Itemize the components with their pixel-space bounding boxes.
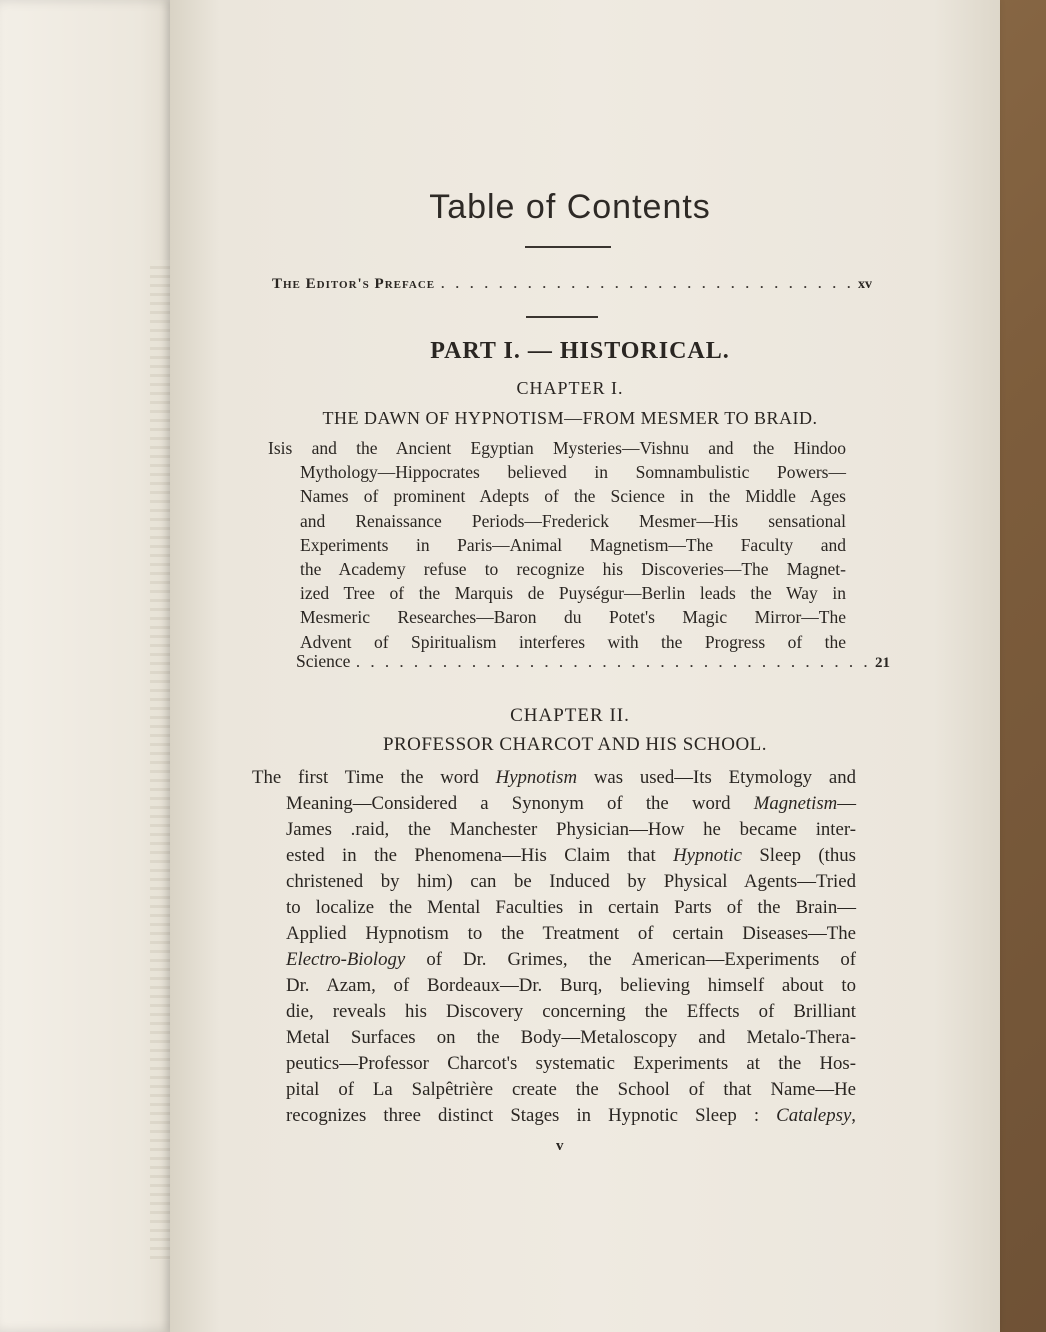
chapter-1-page: 21 (875, 655, 890, 671)
chapter-1-summary (268, 436, 846, 654)
chapter-2-summary-line: Electro-Biology of Dr. Grimes, the American—Experiments of (286, 949, 856, 970)
chapter-1-number: CHAPTER I. (516, 378, 624, 398)
chapter-2-summary-line: die, reveals his Discovery concerning the Effects of Brilliant (286, 1001, 856, 1022)
italic-term: Hypnotism (495, 767, 578, 788)
chapter-2-summary-line: Dr. Azam, of Bordeaux—Dr. Burq, believing himself about to (286, 975, 856, 996)
chapter-2-summary-line: Meaning—Considered a Synonym of the word Magnetism— (286, 793, 856, 814)
chapter-1-summary-line: Isis and the Ancient Egyptian Mysteries—Vishnu and the Hindoo (268, 438, 846, 458)
italic-term: Electro-Biology (286, 949, 406, 970)
chapter-2-summary-line: to localize the Mental Faculties in certain Parts of the Brain— (286, 897, 856, 918)
chapter-2-summary-line: Metal Surfaces on the Body—Metaloscopy and Metalo-Thera- (286, 1027, 856, 1048)
chapter-1-last-word: Science (296, 651, 351, 671)
chapter-1-summary-line: Experiments in Paris—Animal Magnetism—The Faculty and (300, 534, 846, 555)
page-number: v (556, 1138, 564, 1154)
italic-term: Magnetism (753, 793, 838, 814)
chapter-1-summary-line: and Renaissance Periods—Frederick Mesmer—His sensational (300, 510, 846, 531)
chapter-2-summary-line: pital of La Salpêtrière create the School of that Name—He (286, 1079, 856, 1100)
chapter-1-summary-line: Mesmeric Researches—Baron du Potet's Magic Mirror—The (300, 607, 846, 628)
chapter-2-summary-line: James .raid, the Manchester Physician—How he became inter- (286, 819, 856, 840)
preface-entry (272, 276, 872, 293)
preface-page: xv (858, 277, 872, 292)
title-rule (525, 246, 611, 248)
italic-term: Hypnotic (673, 845, 742, 866)
chapter-2-summary-line: christened by him) can be Induced by Physical Agents—Tried (286, 871, 856, 892)
preface-label: The Editor's Preface (272, 276, 436, 292)
chapter-1-title: THE DAWN OF HYPNOTISM—FROM MESMER TO BRAID. (322, 408, 818, 428)
chapter-2-summary-line: Applied Hypnotism to the Treatment of certain Diseases—The (286, 923, 856, 944)
chapter-2-number: CHAPTER II. (510, 705, 630, 726)
chapter-2-summary (252, 765, 856, 1129)
dot-leader (356, 655, 869, 671)
chapter-2-summary-line: The first Time the word Hypnotism was used—Its Etymology and (252, 767, 856, 788)
chapter-1-last-line (296, 651, 890, 672)
dot-leader (441, 276, 852, 292)
chapter-1-summary-line: the Academy refuse to recognize his Discoveries—The Magnet- (300, 559, 846, 580)
chapter-2-title: PROFESSOR CHARCOT AND HIS SCHOOL. (382, 734, 768, 755)
part-heading: PART I. — HISTORICAL. (430, 338, 730, 364)
chapter-1-summary-line: ized Tree of the Marquis de Puységur—Berlin leads the Way in (300, 583, 846, 604)
chapter-1-summary-line: Names of prominent Adepts of the Science in the Middle Ages (300, 486, 846, 507)
chapter-2-summary-line: recognizes three distinct Stages in Hypnotic Sleep : Catalepsy, (286, 1105, 856, 1126)
chapter-1-summary-line: Advent of Spiritualism interferes with the Progress of the (300, 631, 846, 652)
part-rule (526, 316, 598, 318)
page-title: Table of Contents (429, 188, 711, 226)
chapter-2-summary-line: peutics—Professor Charcot's systematic Experiments at the Hos- (286, 1053, 856, 1074)
chapter-1-summary-line: Mythology—Hippocrates believed in Somnambulistic Powers— (300, 462, 846, 483)
italic-term: Catalepsy (776, 1105, 852, 1126)
chapter-2-summary-line: ested in the Phenomena—His Claim that Hypnotic Sleep (thus (286, 845, 856, 866)
